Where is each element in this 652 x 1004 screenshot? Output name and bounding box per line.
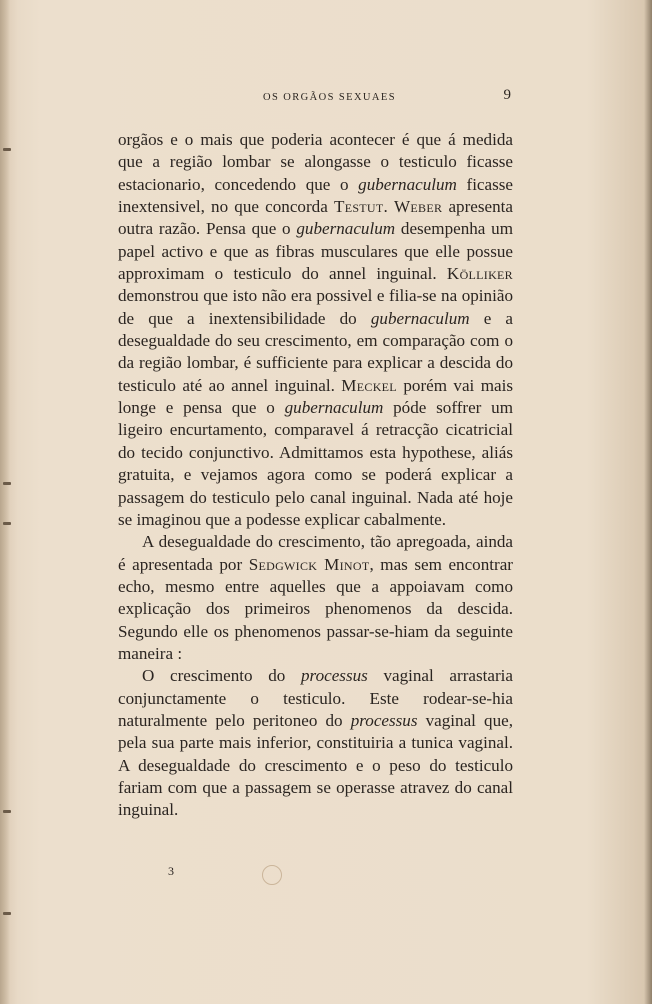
text-run: . bbox=[383, 197, 394, 217]
paragraph bbox=[118, 129, 513, 531]
page-header bbox=[118, 87, 513, 103]
italic-term: gubernaculum bbox=[370, 308, 470, 328]
signature-mark: 3 bbox=[168, 864, 174, 878]
paragraph bbox=[118, 531, 513, 665]
italic-term: processus bbox=[301, 666, 368, 686]
paragraph bbox=[118, 665, 513, 821]
running-head: OS ORGÃOS SEXUAES bbox=[263, 92, 396, 103]
text-run: vaginal que, pela sua parte mais inferior, constituiria a tunica vaginal. A desegualdade do crescimento e o peso do testiculo fariam com que a passagem se operasse atravez do canal inguinal. bbox=[118, 710, 513, 820]
italic-term: gubernaculum bbox=[358, 174, 457, 194]
margin-mark bbox=[3, 912, 11, 915]
paper-stain bbox=[262, 865, 282, 885]
italic-term: processus bbox=[350, 710, 418, 730]
italic-term: gubernaculum bbox=[296, 219, 396, 239]
text-run: apresenta outra razão. Pensa que o bbox=[118, 197, 513, 239]
margin-mark bbox=[3, 810, 11, 813]
text-run: porém vai mais longe e pensa que o bbox=[118, 375, 513, 418]
author-name: Meckel bbox=[341, 375, 397, 395]
text-run: orgãos e o mais que poderia acontecer é que á medida que a região lombar se alongasse o testiculo ficasse estacionario, concedendo que o bbox=[118, 130, 513, 194]
author-name: Kölliker bbox=[446, 264, 513, 284]
text-run: desempenha um papel activo e que as fibras musculares que elle possue approximam o testiculo do annel inguinal. bbox=[118, 219, 513, 284]
text-run: demonstrou que isto não era possivel e filia-se na opinião de que a inextensibilidade do bbox=[118, 286, 513, 328]
italic-term: gubernaculum bbox=[284, 398, 384, 418]
text-run: póde soffrer um ligeiro encurtamento, comparavel á retracção cicatricial do tecido conjunctivo. Admittamos esta hypothese, aliás gratuita, e vejamos agora como se poderá explicar a passagem do testiculo pelo canal inguinal. Nada até hoje se imaginou que a podesse explicar cabalmente. bbox=[118, 398, 513, 529]
text-run: A desegualdade do crescimento, tão apregoada, ainda é apresentada por bbox=[118, 532, 513, 574]
margin-mark bbox=[3, 482, 11, 485]
text-run: , mas sem encontrar echo, mesmo entre aquelles que a appoiavam como explicação dos primeiros phenomenos da descida. Segundo elle os phenomenos passar-se-hiam da seguinte maneira : bbox=[118, 554, 513, 663]
author-name: Weber bbox=[393, 197, 443, 217]
text-run: vaginal arrastaria conjunctamente o testiculo. Este rodear-se-hia naturalmente pelo peritoneo do bbox=[118, 666, 514, 730]
body-text bbox=[118, 129, 513, 822]
text-run: e a desegualdade do seu crescimento, em comparação com o da região lombar, é sufficiente para explicar a descida do testiculo até ao annel inguinal. bbox=[118, 308, 513, 395]
text-run: ficasse inextensivel, no que concorda bbox=[118, 174, 514, 217]
margin-mark bbox=[3, 148, 11, 151]
author-name: Testut bbox=[333, 197, 384, 217]
page-number: 9 bbox=[503, 87, 511, 103]
margin-mark bbox=[3, 522, 11, 525]
author-name: Sedgwick Minot bbox=[248, 554, 370, 574]
text-run: O crescimento do bbox=[142, 666, 301, 686]
